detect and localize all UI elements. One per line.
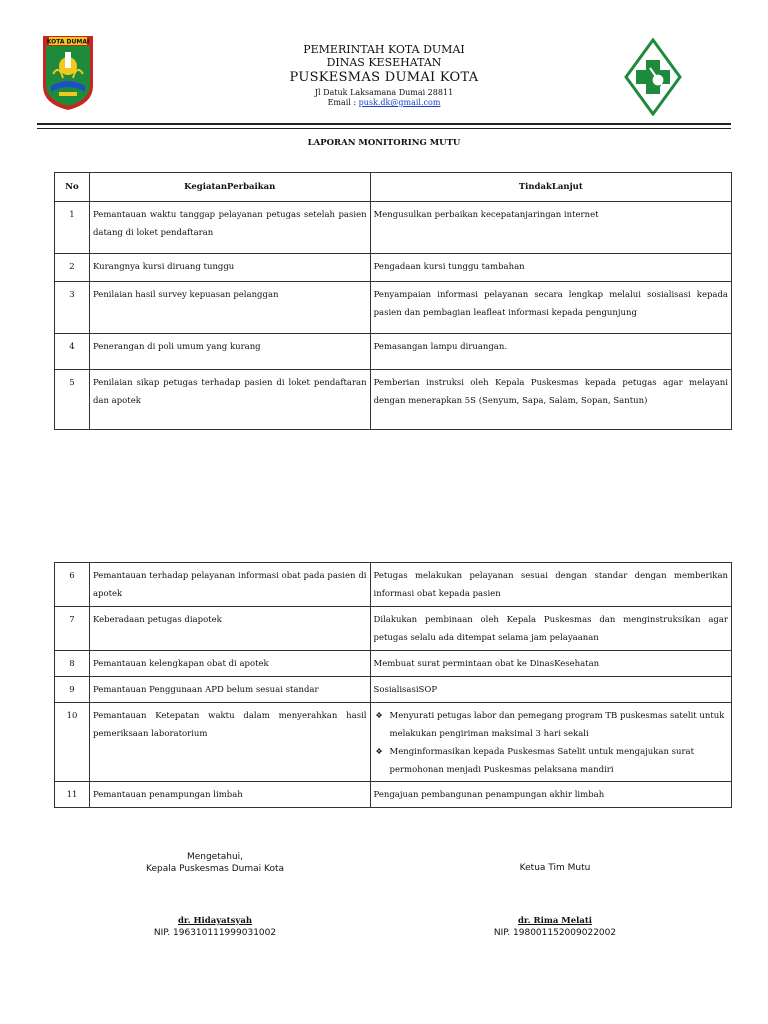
row-kegiatan: Pemantauan Penggunaan APD belum sesuai standar xyxy=(89,677,370,703)
email-link[interactable]: pusk.dk@gmail.com xyxy=(358,98,441,107)
table-row xyxy=(55,677,732,703)
table-row xyxy=(55,254,732,282)
row-tindak: Dilakukan pembinaan oleh Kepala Puskesmas dan menginstruksikan agar petugas selalu ada ditempat selama jam pelayaanan xyxy=(370,607,731,651)
header-government: PEMERINTAH KOTA DUMAI xyxy=(303,43,465,56)
signature-right xyxy=(450,862,660,874)
table-row xyxy=(55,782,732,808)
header-address: Jl Datuk Laksamana Dumai 28811 xyxy=(314,88,454,97)
row-tindak: Pengajuan pembangunan penampungan akhir limbah xyxy=(370,782,731,808)
row-kegiatan: Kurangnya kursi diruang tunggu xyxy=(89,254,370,282)
row-kegiatan: Pemantauan terhadap pelayanan informasi obat pada pasien di apotek xyxy=(89,563,370,607)
table-row xyxy=(55,703,732,782)
row-tindak-bullets xyxy=(370,703,731,782)
header-department: DINAS KESEHATAN xyxy=(326,56,442,69)
row-tindak: Membuat surat permintaan obat ke DinasKesehatan xyxy=(370,651,731,677)
row-tindak: Petugas melakukan pelayanan sesuai dengan standar dengan memberikan informasi obat kepada pasien xyxy=(370,563,731,607)
row-kegiatan: Pemantauan penampungan limbah xyxy=(89,782,370,808)
table-row xyxy=(55,370,732,430)
sig-right-name-block xyxy=(450,915,660,939)
row-no: 9 xyxy=(55,677,90,703)
row-kegiatan: Penilaian sikap petugas terhadap pasien di loket pendaftaran dan apotek xyxy=(89,370,370,430)
signature-left xyxy=(110,851,320,875)
row-no: 8 xyxy=(55,651,90,677)
header-tindak: TindakLanjut xyxy=(370,173,731,202)
logo-left-text: KOTA DUMAI xyxy=(46,38,90,46)
row-kegiatan: Pemantauan waktu tanggap pelayanan petugas setelah pasien datang di loket pendaftaran xyxy=(89,202,370,254)
email-label: Email : xyxy=(327,98,359,107)
sig-left-nip: NIP. 196310111999031002 xyxy=(153,928,277,938)
sig-left-name: dr. Hidayatsyah xyxy=(177,916,253,926)
header-puskesmas: PUSKESMAS DUMAI KOTA xyxy=(289,70,479,85)
row-tindak: Penyampaian informasi pelayanan secara lengkap melalui sosialisasi kepada pasien dan pembagian leafleat informasi kepada pengunjung xyxy=(370,282,731,334)
header-no: No xyxy=(55,173,90,202)
sig-right-nip: NIP. 198001152009022002 xyxy=(493,928,617,938)
row-kegiatan: Pemantauan kelengkapan obat di apotek xyxy=(89,651,370,677)
sig-right-line1: Ketua Tim Mutu xyxy=(519,863,591,873)
row-kegiatan: Penerangan di poli umum yang kurang xyxy=(89,334,370,370)
row-no: 3 xyxy=(55,282,90,334)
diamond-bullet-icon: ❖ xyxy=(375,711,383,720)
row-no: 4 xyxy=(55,334,90,370)
sig-left-line1: Mengetahui, xyxy=(186,852,244,862)
table-row xyxy=(55,651,732,677)
list-item xyxy=(374,743,728,779)
sig-left-line2: Kepala Puskesmas Dumai Kota xyxy=(146,864,284,874)
row-no: 2 xyxy=(55,254,90,282)
row-no: 10 xyxy=(55,703,90,782)
sig-left-name-block xyxy=(110,915,320,939)
table-row xyxy=(55,202,732,254)
table-row xyxy=(55,563,732,607)
table-row xyxy=(55,282,732,334)
sig-right-name: dr. Rima Melati xyxy=(517,916,593,926)
row-kegiatan: Keberadaan petugas diapotek xyxy=(89,607,370,651)
row-tindak: Mengusulkan perbaikan kecepatanjaringan internet xyxy=(370,202,731,254)
header-divider-thick xyxy=(37,123,731,125)
row-tindak: Pemasangan lampu diruangan. xyxy=(370,334,731,370)
row-tindak: Pemberian instruksi oleh Kepala Puskesmas kepada petugas agar melayani dengan menerapkan 5S (Senyum, Sapa, Salam, Sopan, Santun) xyxy=(370,370,731,430)
bullet-text: Menginformasikan kepada Puskesmas Satelit untuk mengajukan surat permohonan menjadi Puskesmas pelaksana mandiri xyxy=(389,747,695,775)
monitoring-table-2 xyxy=(54,562,732,808)
row-no: 11 xyxy=(55,782,90,808)
row-no: 7 xyxy=(55,607,90,651)
table-row xyxy=(55,334,732,370)
row-tindak: Pengadaan kursi tunggu tambahan xyxy=(370,254,731,282)
row-no: 6 xyxy=(55,563,90,607)
report-title: LAPORAN MONITORING MUTU xyxy=(307,138,461,148)
header-divider-thin xyxy=(37,128,731,129)
row-kegiatan: Pemantauan Ketepatan waktu dalam menyerahkan hasil pemeriksaan laboratorium xyxy=(89,703,370,782)
monitoring-table-1 xyxy=(54,172,732,430)
diamond-bullet-icon: ❖ xyxy=(375,747,383,756)
header-kegiatan: KegiatanPerbaikan xyxy=(89,173,370,202)
list-item xyxy=(374,707,728,743)
table-header-row xyxy=(55,173,732,202)
row-tindak: SosialisasiSOP xyxy=(370,677,731,703)
row-no: 5 xyxy=(55,370,90,430)
table-row xyxy=(55,607,732,651)
row-no: 1 xyxy=(55,202,90,254)
row-kegiatan: Penilaian hasil survey kepuasan pelanggan xyxy=(89,282,370,334)
header-email-line xyxy=(0,98,768,107)
bullet-text: Menyurati petugas labor dan pemegang program TB puskesmas satelit untuk melakukan pengiriman maksimal 3 hari sekali xyxy=(389,711,725,739)
